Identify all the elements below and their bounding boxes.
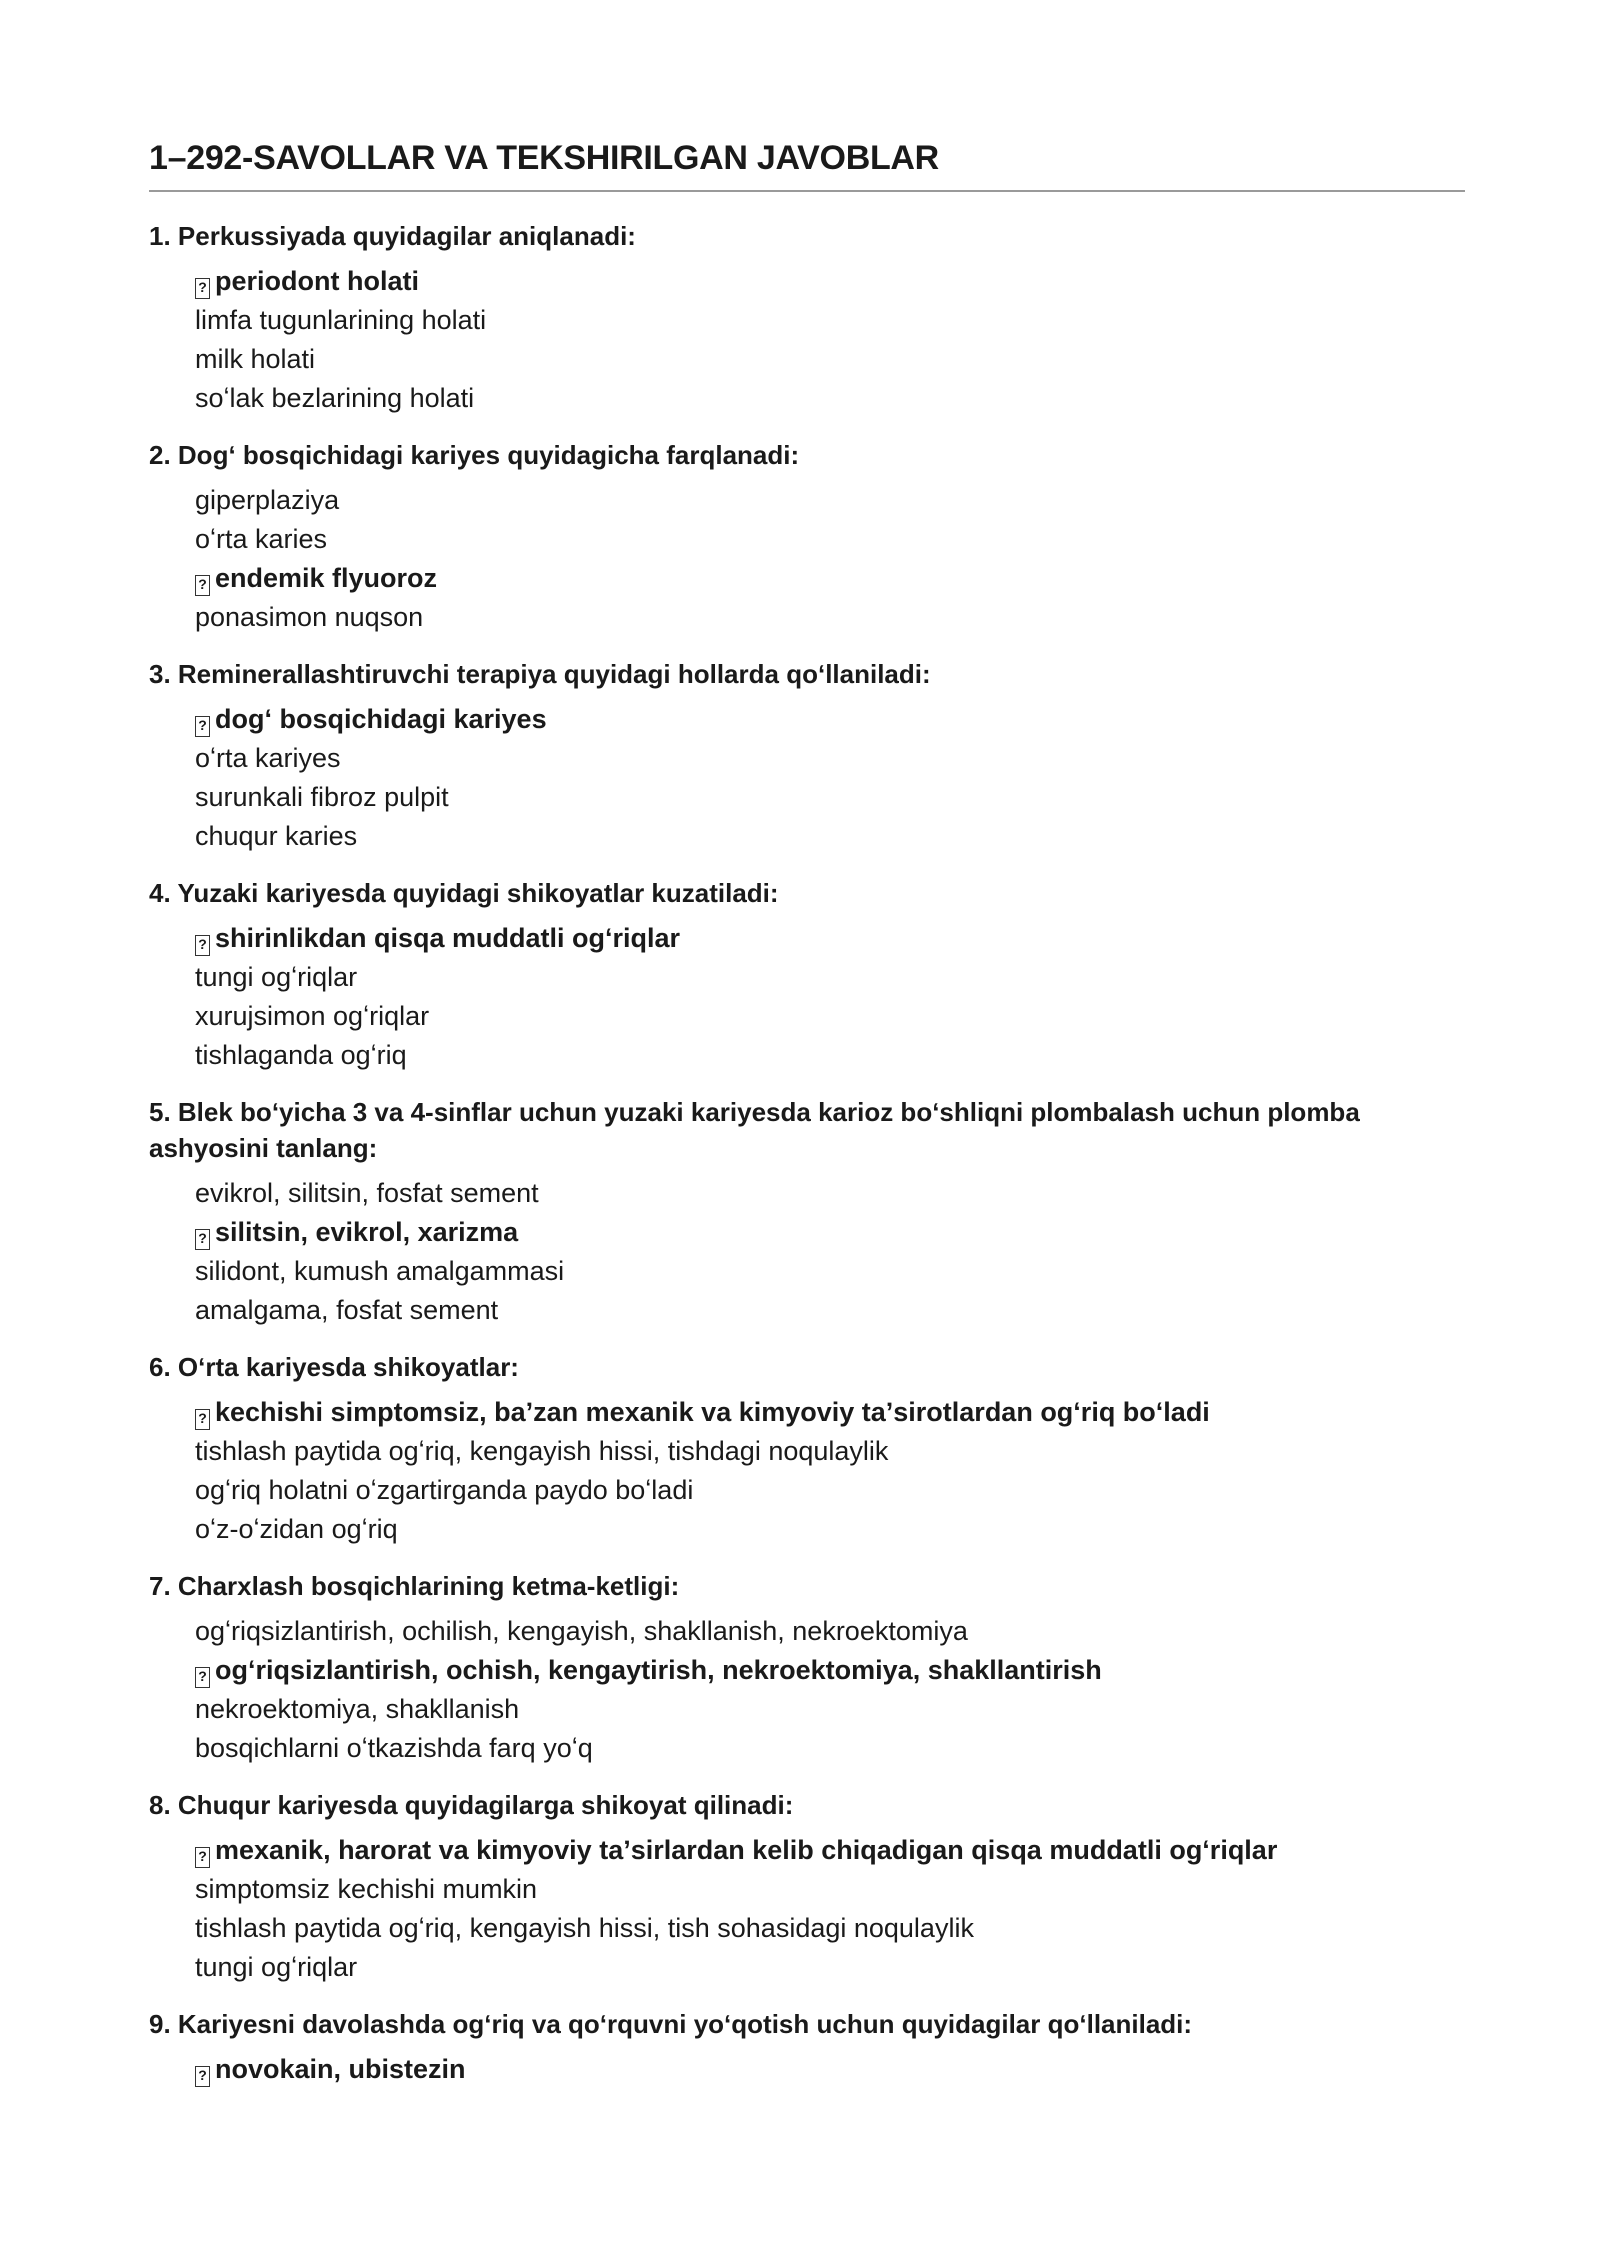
answer-option-label: limfa tugunlarining holati xyxy=(195,305,487,335)
answer-option xyxy=(195,1471,1449,1510)
answer-options xyxy=(149,1174,1449,1330)
answer-options xyxy=(149,1831,1449,1987)
answer-option xyxy=(195,1612,1449,1651)
answer-option xyxy=(195,598,1449,637)
answer-option-label: oʻrta karies xyxy=(195,524,328,554)
question-item xyxy=(149,1787,1449,1987)
answer-option xyxy=(195,1690,1449,1729)
answer-option-label: chuqur karies xyxy=(195,821,358,851)
question-text: 9. Kariyesni davolashda ogʻriq va qoʻrquvni yoʻqotish uchun quyidagilar qoʻllaniladi: xyxy=(149,2009,1193,2039)
question-text: 8. Chuqur kariyesda quyidagilarga shikoyat qilinadi: xyxy=(149,1790,794,1820)
answer-option-correct xyxy=(195,2050,1449,2089)
answer-option xyxy=(195,340,1449,379)
answer-option-label: periodont holati xyxy=(215,266,419,296)
question-item xyxy=(149,437,1449,637)
replacement-box-icon: ? xyxy=(195,1667,210,1688)
replacement-box-icon: ? xyxy=(195,1229,210,1250)
answer-option-label: tishlash paytida ogʻriq, kengayish hissi, tishdagi noqulaylik xyxy=(195,1436,889,1466)
answer-option-label: kechishi simptomsiz, baʼzan mexanik va kimyoviy taʼsirotlardan ogʻriq boʻladi xyxy=(215,1397,1210,1427)
answer-option-label: silitsin, evikrol, xarizma xyxy=(215,1217,519,1247)
answer-option-label: soʻlak bezlarining holati xyxy=(195,383,475,413)
answer-option-correct xyxy=(195,1213,1449,1252)
answer-option-correct xyxy=(195,919,1449,958)
answer-option-label: mexanik, harorat va kimyoviy taʼsirlardan kelib chiqadigan qisqa muddatli ogʻriqlar xyxy=(215,1835,1278,1865)
question-item xyxy=(149,656,1449,856)
answer-option-correct xyxy=(195,1831,1449,1870)
answer-option xyxy=(195,1291,1449,1330)
replacement-box-icon: ? xyxy=(195,2066,210,2087)
answer-option-label: bosqichlarni oʻtkazishda farq yoʻq xyxy=(195,1733,593,1763)
question-text: 4. Yuzaki kariyesda quyidagi shikoyatlar kuzatiladi: xyxy=(149,878,779,908)
answer-option-label: tishlaganda ogʻriq xyxy=(195,1040,407,1070)
answer-options xyxy=(149,481,1449,637)
answer-option-label: tungi ogʻriqlar xyxy=(195,962,358,992)
answer-options xyxy=(149,919,1449,1075)
answer-option xyxy=(195,379,1449,418)
answer-options xyxy=(149,1612,1449,1768)
replacement-box-icon: ? xyxy=(195,575,210,596)
answer-option-label: silidont, kumush amalgammasi xyxy=(195,1256,565,1286)
answer-options xyxy=(149,262,1449,418)
question-item xyxy=(149,1349,1449,1549)
answer-option xyxy=(195,1948,1449,1987)
answer-option-label: oʻrta kariyes xyxy=(195,743,341,773)
title-divider xyxy=(149,190,1465,192)
question-item xyxy=(149,1094,1449,1330)
answer-options xyxy=(149,2050,1449,2089)
answer-option-label: ogʻriqsizlantirish, ochish, kengaytirish, nekroektomiya, shakllantirish xyxy=(215,1655,1102,1685)
answer-option-label: giperplaziya xyxy=(195,485,340,515)
question-text: 2. Dogʻ bosqichidagi kariyes quyidagicha farqlanadi: xyxy=(149,440,800,470)
document-title: 1–292-SAVOLLAR VA TEKSHIRILGAN JAVOBLAR xyxy=(149,139,939,177)
answer-option-label: amalgama, fosfat sement xyxy=(195,1295,499,1325)
answer-options xyxy=(149,700,1449,856)
question-text: 3. Reminerallashtiruvchi terapiya quyidagi hollarda qoʻllaniladi: xyxy=(149,659,931,689)
answer-option-label: dogʻ bosqichidagi kariyes xyxy=(215,704,547,734)
replacement-box-icon: ? xyxy=(195,278,210,299)
answer-option-correct xyxy=(195,559,1449,598)
question-text: 5. Blek boʻyicha 3 va 4-sinflar uchun yuzaki kariyesda karioz boʻshliqni plombalash uchun plomba ashyosini tanlang: xyxy=(149,1097,1360,1163)
answer-option xyxy=(195,1432,1449,1471)
answer-option-label: novokain, ubistezin xyxy=(215,2054,466,2084)
answer-option xyxy=(195,1870,1449,1909)
answer-option xyxy=(195,520,1449,559)
question-item xyxy=(149,2006,1449,2089)
answer-option-label: endemik flyuoroz xyxy=(215,563,438,593)
answer-option xyxy=(195,1174,1449,1213)
answer-option-label: shirinlikdan qisqa muddatli ogʻriqlar xyxy=(215,923,681,953)
answer-options xyxy=(149,1393,1449,1549)
answer-option-label: evikrol, silitsin, fosfat sement xyxy=(195,1178,539,1208)
answer-option-label: milk holati xyxy=(195,344,316,374)
answer-option xyxy=(195,739,1449,778)
question-text: 1. Perkussiyada quyidagilar aniqlanadi: xyxy=(149,221,636,251)
answer-option-label: ogʻriq holatni oʻzgartirganda paydo boʻladi xyxy=(195,1475,694,1505)
question-item xyxy=(149,1568,1449,1768)
answer-option-label: ponasimon nuqson xyxy=(195,602,424,632)
answer-option-correct xyxy=(195,700,1449,739)
answer-option xyxy=(195,1036,1449,1075)
answer-option-correct xyxy=(195,262,1449,301)
question-item xyxy=(149,875,1449,1075)
question-text: 7. Charxlash bosqichlarining ketma-ketligi: xyxy=(149,1571,680,1601)
answer-option xyxy=(195,1909,1449,1948)
answer-option xyxy=(195,1252,1449,1291)
replacement-box-icon: ? xyxy=(195,1409,210,1430)
answer-option-label: oʻz-oʻzidan ogʻriq xyxy=(195,1514,398,1544)
question-item xyxy=(149,218,1449,418)
answer-option-label: xurujsimon ogʻriqlar xyxy=(195,1001,430,1031)
answer-option xyxy=(195,778,1449,817)
answer-option-label: surunkali fibroz pulpit xyxy=(195,782,449,812)
answer-option xyxy=(195,301,1449,340)
question-list xyxy=(149,218,1449,2108)
answer-option-label: tishlash paytida ogʻriq, kengayish hissi, tish sohasidagi noqulaylik xyxy=(195,1913,974,1943)
answer-option xyxy=(195,997,1449,1036)
answer-option-label: ogʻriqsizlantirish, ochilish, kengayish, shakllanish, nekroektomiya xyxy=(195,1616,968,1646)
answer-option-label: tungi ogʻriqlar xyxy=(195,1952,358,1982)
replacement-box-icon: ? xyxy=(195,935,210,956)
replacement-box-icon: ? xyxy=(195,1847,210,1868)
question-text: 6. Oʻrta kariyesda shikoyatlar: xyxy=(149,1352,519,1382)
answer-option-correct xyxy=(195,1651,1449,1690)
answer-option-correct xyxy=(195,1393,1449,1432)
answer-option xyxy=(195,817,1449,856)
answer-option xyxy=(195,958,1449,997)
answer-option xyxy=(195,1729,1449,1768)
answer-option-label: nekroektomiya, shakllanish xyxy=(195,1694,520,1724)
answer-option-label: simptomsiz kechishi mumkin xyxy=(195,1874,538,1904)
answer-option xyxy=(195,481,1449,520)
replacement-box-icon: ? xyxy=(195,716,210,737)
answer-option xyxy=(195,1510,1449,1549)
